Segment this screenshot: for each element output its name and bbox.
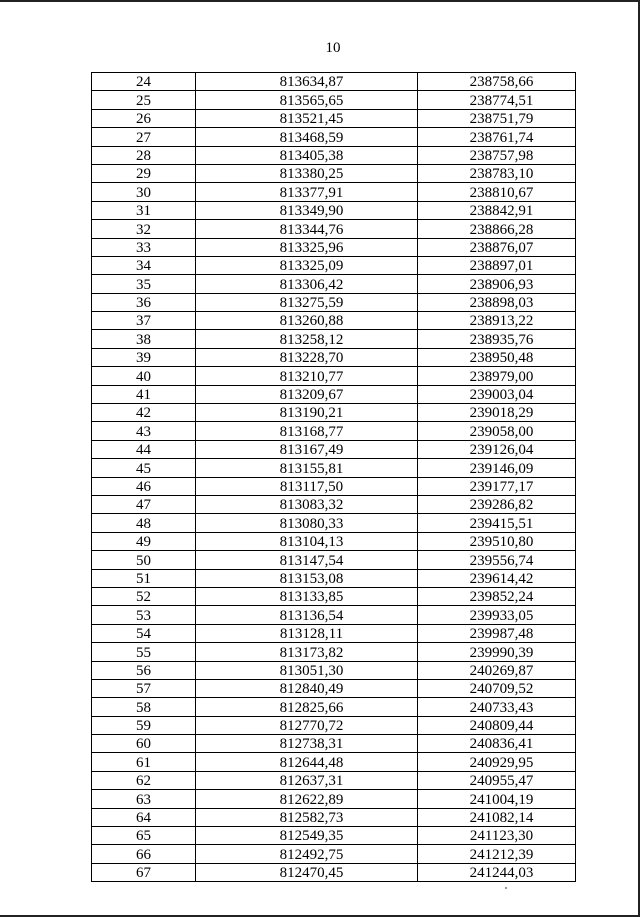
x-coordinate-cell: 812582,73 (196, 808, 418, 826)
point-number-cell: 47 (92, 495, 196, 513)
y-coordinate-cell: 239614,42 (418, 569, 576, 587)
scan-speck (505, 887, 507, 889)
y-coordinate-cell: 238898,03 (418, 293, 576, 311)
y-coordinate-cell: 239018,29 (418, 404, 576, 422)
table-row (92, 459, 576, 477)
y-coordinate-cell: 239058,00 (418, 422, 576, 440)
point-number-cell: 40 (92, 367, 196, 385)
table-row (92, 275, 576, 293)
point-number-cell: 56 (92, 661, 196, 679)
y-coordinate-cell: 239510,80 (418, 532, 576, 550)
point-number-cell: 35 (92, 275, 196, 293)
y-coordinate-cell: 241212,39 (418, 845, 576, 863)
point-number-cell: 50 (92, 551, 196, 569)
point-number-cell: 60 (92, 735, 196, 753)
y-coordinate-cell: 238906,93 (418, 275, 576, 293)
table-row (92, 128, 576, 146)
point-number-cell: 53 (92, 606, 196, 624)
x-coordinate-cell: 812549,35 (196, 827, 418, 845)
table-row (92, 716, 576, 734)
y-coordinate-cell: 238842,91 (418, 201, 576, 219)
table-row (92, 790, 576, 808)
y-coordinate-cell: 239933,05 (418, 606, 576, 624)
table-row (92, 753, 576, 771)
scan-edge-top (0, 0, 640, 2)
table-row (92, 495, 576, 513)
x-coordinate-cell: 813080,33 (196, 514, 418, 532)
y-coordinate-cell: 238783,10 (418, 164, 576, 182)
x-coordinate-cell: 813117,50 (196, 477, 418, 495)
x-coordinate-cell: 813083,32 (196, 495, 418, 513)
x-coordinate-cell: 813128,11 (196, 624, 418, 642)
y-coordinate-cell: 240269,87 (418, 661, 576, 679)
table-row (92, 238, 576, 256)
table-row (92, 91, 576, 109)
table-row (92, 808, 576, 826)
x-coordinate-cell: 812644,48 (196, 753, 418, 771)
point-number-cell: 43 (92, 422, 196, 440)
y-coordinate-cell: 238897,01 (418, 256, 576, 274)
y-coordinate-cell: 241082,14 (418, 808, 576, 826)
point-number-cell: 37 (92, 312, 196, 330)
table-row (92, 330, 576, 348)
y-coordinate-cell: 238979,00 (418, 367, 576, 385)
point-number-cell: 36 (92, 293, 196, 311)
x-coordinate-cell: 813136,54 (196, 606, 418, 624)
point-number-cell: 67 (92, 863, 196, 881)
table-row (92, 551, 576, 569)
y-coordinate-cell: 239556,74 (418, 551, 576, 569)
table-row (92, 183, 576, 201)
x-coordinate-cell: 813260,88 (196, 312, 418, 330)
y-coordinate-cell: 239852,24 (418, 587, 576, 605)
x-coordinate-cell: 812492,75 (196, 845, 418, 863)
y-coordinate-cell: 238774,51 (418, 91, 576, 109)
table-row (92, 293, 576, 311)
point-number-cell: 54 (92, 624, 196, 642)
y-coordinate-cell: 238757,98 (418, 146, 576, 164)
table-row (92, 201, 576, 219)
x-coordinate-cell: 813634,87 (196, 73, 418, 91)
y-coordinate-cell: 241123,30 (418, 827, 576, 845)
point-number-cell: 33 (92, 238, 196, 256)
table-row (92, 164, 576, 182)
point-number-cell: 59 (92, 716, 196, 734)
x-coordinate-cell: 812738,31 (196, 735, 418, 753)
x-coordinate-cell: 813228,70 (196, 348, 418, 366)
point-number-cell: 51 (92, 569, 196, 587)
table-row (92, 146, 576, 164)
y-coordinate-cell: 239987,48 (418, 624, 576, 642)
x-coordinate-cell: 812637,31 (196, 771, 418, 789)
table-row (92, 863, 576, 881)
point-number-cell: 61 (92, 753, 196, 771)
y-coordinate-cell: 240733,43 (418, 698, 576, 716)
y-coordinate-cell: 240955,47 (418, 771, 576, 789)
x-coordinate-cell: 813104,13 (196, 532, 418, 550)
x-coordinate-cell: 813521,45 (196, 109, 418, 127)
y-coordinate-cell: 238935,76 (418, 330, 576, 348)
y-coordinate-cell: 239003,04 (418, 385, 576, 403)
x-coordinate-cell: 813210,77 (196, 367, 418, 385)
x-coordinate-cell: 813190,21 (196, 404, 418, 422)
table-row (92, 771, 576, 789)
x-coordinate-cell: 813325,96 (196, 238, 418, 256)
point-number-cell: 38 (92, 330, 196, 348)
point-number-cell: 57 (92, 679, 196, 697)
y-coordinate-cell: 239990,39 (418, 643, 576, 661)
x-coordinate-cell: 813167,49 (196, 440, 418, 458)
coordinates-table-body (92, 73, 576, 882)
table-row (92, 348, 576, 366)
table-row (92, 735, 576, 753)
x-coordinate-cell: 813325,09 (196, 256, 418, 274)
table-row (92, 404, 576, 422)
table-row (92, 532, 576, 550)
x-coordinate-cell: 813405,38 (196, 146, 418, 164)
x-coordinate-cell: 813377,91 (196, 183, 418, 201)
table-row (92, 587, 576, 605)
table-row (92, 312, 576, 330)
x-coordinate-cell: 812770,72 (196, 716, 418, 734)
point-number-cell: 32 (92, 220, 196, 238)
point-number-cell: 55 (92, 643, 196, 661)
table-row (92, 367, 576, 385)
table-row (92, 73, 576, 91)
x-coordinate-cell: 813349,90 (196, 201, 418, 219)
x-coordinate-cell: 812825,66 (196, 698, 418, 716)
y-coordinate-cell: 241004,19 (418, 790, 576, 808)
point-number-cell: 65 (92, 827, 196, 845)
x-coordinate-cell: 813258,12 (196, 330, 418, 348)
page-number: 10 (325, 40, 341, 56)
y-coordinate-cell: 239177,17 (418, 477, 576, 495)
x-coordinate-cell: 813380,25 (196, 164, 418, 182)
point-number-cell: 24 (92, 73, 196, 91)
x-coordinate-cell: 813468,59 (196, 128, 418, 146)
table-row (92, 679, 576, 697)
table-row (92, 661, 576, 679)
y-coordinate-cell: 238866,28 (418, 220, 576, 238)
y-coordinate-cell: 239415,51 (418, 514, 576, 532)
table-row (92, 845, 576, 863)
point-number-cell: 64 (92, 808, 196, 826)
point-number-cell: 31 (92, 201, 196, 219)
table-row (92, 827, 576, 845)
point-number-cell: 29 (92, 164, 196, 182)
point-number-cell: 28 (92, 146, 196, 164)
point-number-cell: 48 (92, 514, 196, 532)
point-number-cell: 49 (92, 532, 196, 550)
y-coordinate-cell: 241244,03 (418, 863, 576, 881)
x-coordinate-cell: 812840,49 (196, 679, 418, 697)
point-number-cell: 62 (92, 771, 196, 789)
table-row (92, 256, 576, 274)
y-coordinate-cell: 240709,52 (418, 679, 576, 697)
point-number-cell: 41 (92, 385, 196, 403)
point-number-cell: 46 (92, 477, 196, 495)
table-row (92, 624, 576, 642)
y-coordinate-cell: 238758,66 (418, 73, 576, 91)
table-row (92, 477, 576, 495)
x-coordinate-cell: 813209,67 (196, 385, 418, 403)
y-coordinate-cell: 239286,82 (418, 495, 576, 513)
point-number-cell: 26 (92, 109, 196, 127)
x-coordinate-cell: 813565,65 (196, 91, 418, 109)
x-coordinate-cell: 813133,85 (196, 587, 418, 605)
table-row (92, 385, 576, 403)
coordinates-table (91, 72, 576, 882)
x-coordinate-cell: 813275,59 (196, 293, 418, 311)
x-coordinate-cell: 813147,54 (196, 551, 418, 569)
point-number-cell: 45 (92, 459, 196, 477)
point-number-cell: 63 (92, 790, 196, 808)
point-number-cell: 34 (92, 256, 196, 274)
point-number-cell: 39 (92, 348, 196, 366)
y-coordinate-cell: 240836,41 (418, 735, 576, 753)
x-coordinate-cell: 812622,89 (196, 790, 418, 808)
table-row (92, 440, 576, 458)
point-number-cell: 42 (92, 404, 196, 422)
x-coordinate-cell: 813173,82 (196, 643, 418, 661)
y-coordinate-cell: 239146,09 (418, 459, 576, 477)
y-coordinate-cell: 238950,48 (418, 348, 576, 366)
x-coordinate-cell: 813153,08 (196, 569, 418, 587)
x-coordinate-cell: 813168,77 (196, 422, 418, 440)
table-row (92, 643, 576, 661)
point-number-cell: 30 (92, 183, 196, 201)
y-coordinate-cell: 238913,22 (418, 312, 576, 330)
table-row (92, 606, 576, 624)
y-coordinate-cell: 238810,67 (418, 183, 576, 201)
x-coordinate-cell: 813344,76 (196, 220, 418, 238)
point-number-cell: 44 (92, 440, 196, 458)
point-number-cell: 66 (92, 845, 196, 863)
y-coordinate-cell: 240929,95 (418, 753, 576, 771)
table-row (92, 422, 576, 440)
point-number-cell: 25 (92, 91, 196, 109)
y-coordinate-cell: 238761,74 (418, 128, 576, 146)
x-coordinate-cell: 813155,81 (196, 459, 418, 477)
table-row (92, 514, 576, 532)
x-coordinate-cell: 812470,45 (196, 863, 418, 881)
y-coordinate-cell: 238751,79 (418, 109, 576, 127)
table-row (92, 220, 576, 238)
point-number-cell: 58 (92, 698, 196, 716)
x-coordinate-cell: 813051,30 (196, 661, 418, 679)
y-coordinate-cell: 240809,44 (418, 716, 576, 734)
table-row (92, 569, 576, 587)
table-row (92, 109, 576, 127)
y-coordinate-cell: 238876,07 (418, 238, 576, 256)
point-number-cell: 52 (92, 587, 196, 605)
table-row (92, 698, 576, 716)
x-coordinate-cell: 813306,42 (196, 275, 418, 293)
y-coordinate-cell: 239126,04 (418, 440, 576, 458)
point-number-cell: 27 (92, 128, 196, 146)
